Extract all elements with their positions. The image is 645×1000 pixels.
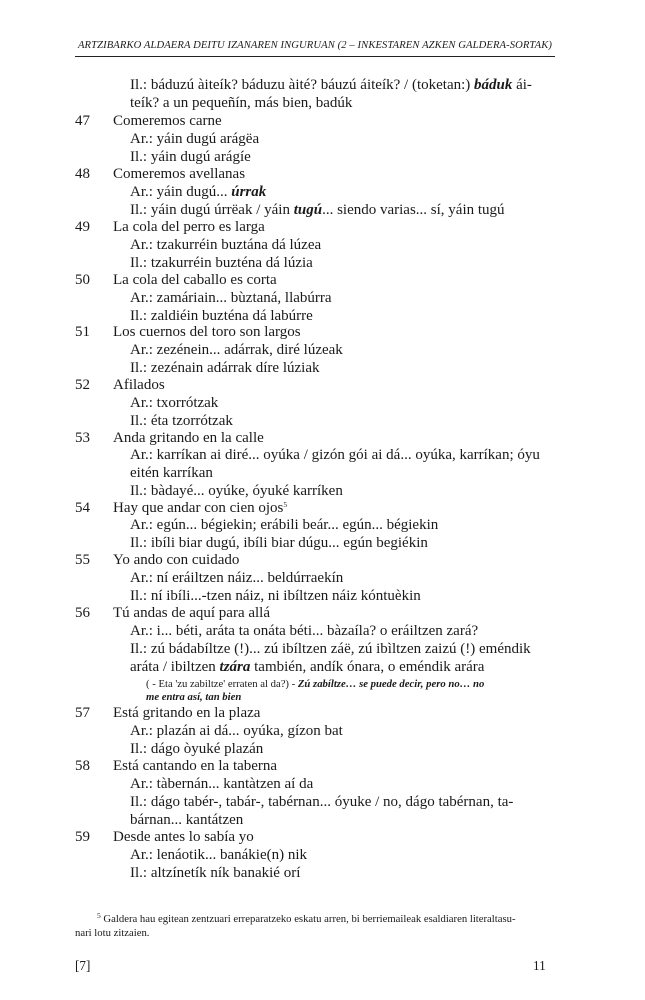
question-line: La cola del caballo es corta	[113, 272, 277, 288]
answer-line: Ar.: tzakurréin buztána dá lúzea	[130, 237, 322, 253]
item-number: 53	[75, 430, 90, 446]
answer-line: Il.: ibíli biar dugú, ibíli biar dúgu... egún begiékin	[130, 535, 428, 551]
answer-line: Ar.: i... béti, aráta ta onáta béti... bàzaíla? o eráiltzen zará?	[130, 623, 479, 639]
comment-line: me entra así, tan bien	[146, 691, 242, 703]
item-number: 51	[75, 324, 90, 340]
answer-line: aráta / ibiltzen tzára también, andík ónara, o eméndik arára	[130, 659, 485, 675]
question-line: Desde antes lo sabía yo	[113, 829, 254, 845]
question-line: Los cuernos del toro son largos	[113, 324, 301, 340]
header-rule	[75, 56, 555, 57]
answer-line: Il.: zezénain adárrak díre lúziak	[130, 360, 320, 376]
item-number: 58	[75, 758, 90, 774]
question-line: Comeremos carne	[113, 113, 222, 129]
answer-line: Il.: ní ibíli...-tzen náiz, ni ibíltzen náiz kóntuèkin	[130, 588, 421, 604]
answer-line: Il.: zú bádabíltze (!)... zú ibíltzen záë, zú ibìltzen zaizú (!) eméndik	[130, 641, 531, 657]
item-number: 47	[75, 113, 90, 129]
answer-line: Ar.: zezénein... adárrak, diré lúzeak	[130, 342, 343, 358]
answer-line: Ar.: tàbernán... kantàtzen aí da	[130, 776, 314, 792]
question-line: Anda gritando en la calle	[113, 430, 264, 446]
item-number: 55	[75, 552, 90, 568]
item-number: 59	[75, 829, 90, 845]
answer-line: Ar.: karríkan ai diré... oyúka / gizón gói ai dá... oyúka, karríkan; óyu	[130, 447, 540, 463]
question-line: Comeremos avellanas	[113, 166, 246, 182]
answer-line: Il.: dágo tabér-, tabár-, tabérnan... óyuke / no, dágo tabérnan, ta-	[130, 794, 514, 810]
answer-line: Il.: tzakurréin buzténa dá lúzia	[130, 255, 313, 271]
answer-line: bárnan... kantátzen	[130, 812, 244, 828]
answer-line: Il.: dágo òyuké plazán	[130, 741, 264, 757]
answer-line: Ar.: txorrótzak	[130, 395, 219, 411]
question-line: Tú andas de aquí para allá	[113, 605, 271, 621]
page-number: 11	[533, 958, 546, 973]
answer-line: Ar.: egún... bégiekin; erábili beár... egún... bégiekin	[130, 517, 439, 533]
footnote: $^5$ Galdera hau egitean zentzuari erreparatzeko eskatu arren, bi berriemaileak esaldiaren literaltasu-	[97, 911, 516, 925]
answer-line: Il.: éta tzorrótzak	[130, 413, 233, 429]
footnote-mark: 5	[97, 911, 101, 920]
answer-line: Il.: zaldiéin buzténa dá labúrre	[130, 308, 313, 324]
item-number: 49	[75, 219, 90, 235]
answer-line: Ar.: zamáriain... bùztaná, llabúrra	[130, 290, 332, 306]
answer-line: eitén karríkan	[130, 465, 213, 481]
item-number: 57	[75, 705, 90, 721]
running-header: ARTZIBARKO ALDAERA DEITU IZANAREN INGURUAN (2 – INKESTAREN AZKEN GALDERA-SORTAK)	[77, 40, 552, 51]
question-line: Está cantando en la taberna	[113, 758, 278, 774]
comment-line: ( - Eta 'zu zabiltze' erraten al da?) - Zú zabíltze… se puede decir, pero no… no	[146, 678, 485, 690]
item-number: 50	[75, 272, 90, 288]
page-folio-bracketed: [7]	[75, 958, 91, 973]
answer-line: Ar.: plazán ai dá... oyúka, gízon bat	[130, 723, 343, 739]
item-number: 56	[75, 605, 90, 621]
answer-line: Ar.: yáin dugú arágëa	[130, 131, 260, 147]
answer-line: Il.: bàdayé... oyúke, óyuké karríken	[130, 483, 343, 499]
footnote-reference: 5	[283, 500, 288, 509]
question-line: Afilados	[113, 377, 165, 393]
answer-line: Ar.: ní eráiltzen náiz... beldúrraekín	[130, 570, 344, 586]
answer-line: Ar.: lenáotik... banákie(n) nik	[130, 847, 308, 863]
answer-line: Il.: yáin dugú arágíe	[130, 149, 251, 165]
item-number: 52	[75, 377, 90, 393]
text-line: teík? a un pequeñín, más bien, badúk	[130, 95, 353, 111]
text-line: Il.: báduzú àiteík? báduzu àité? báuzú áiteík? / (toketan:) báduk ái-	[130, 77, 532, 93]
question-line: Hay que andar con cien ojos$^5$	[113, 500, 288, 516]
answer-line: Il.: altzínetík ník banakié orí	[130, 865, 301, 881]
answer-line: Il.: yáin dugú úrrëak / yáin tugú... siendo varias... sí, yáin tugú	[130, 202, 505, 218]
question-line: Yo ando con cuidado	[113, 552, 240, 568]
item-number: 54	[75, 500, 90, 516]
item-number: 48	[75, 166, 90, 182]
answer-line: Ar.: yáin dugú... úrrak	[130, 184, 267, 200]
question-line: La cola del perro es larga	[113, 219, 265, 235]
question-line: Está gritando en la plaza	[113, 705, 261, 721]
footnote-continuation: nari lotu zitzaien.	[75, 927, 150, 939]
